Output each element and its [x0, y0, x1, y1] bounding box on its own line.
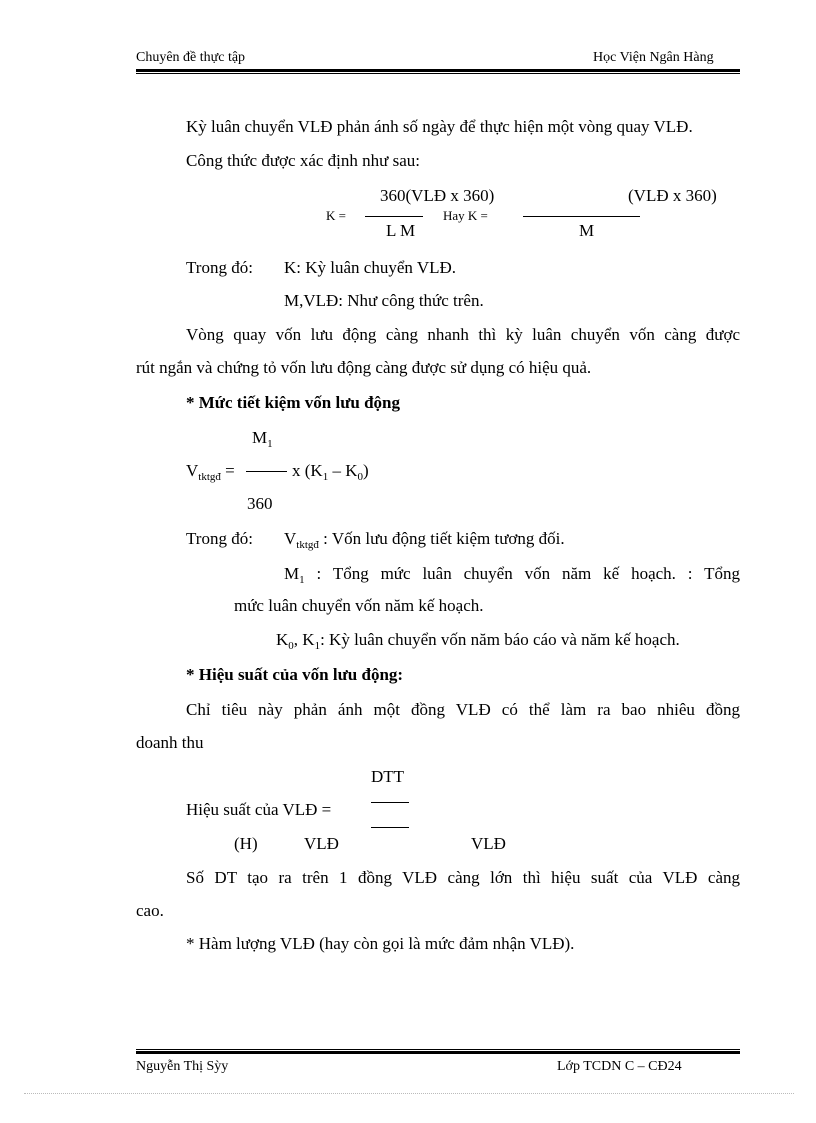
paragraph-4-line-1: Chỉ tiêu này phản ánh một đồng VLĐ có thể làm ra bao nhiêu đồng	[186, 700, 740, 719]
def5-sub1: 1	[314, 640, 321, 652]
footer-left: Nguyễn Thị Sỳy	[136, 1059, 229, 1074]
formula2-rhs-a: x (K	[292, 461, 323, 480]
formula2-m-sub: 1	[267, 438, 273, 450]
formula2-lhs	[186, 461, 235, 483]
formula1-denominator-1: L M	[386, 221, 416, 240]
footer-rule-thick	[136, 1051, 740, 1054]
def5-sub0: 0	[288, 640, 294, 652]
heading-hieu-suat: * Hiệu suất của vốn lưu động:	[186, 665, 404, 684]
definition-k0-k1	[276, 630, 680, 652]
formula2-m: M	[252, 428, 268, 447]
paragraph-3-line-1: Vòng quay vốn lưu động càng nhanh thì kỳ luân chuyển vốn càng được	[186, 325, 740, 344]
header-left: Chuyên đề thực tập	[136, 50, 246, 65]
formula2-rhs-sub1: 1	[322, 471, 329, 483]
def4-m: M	[284, 564, 300, 583]
def5-mid: , K	[293, 630, 315, 649]
formula1-hay: Hay K =	[443, 208, 488, 223]
formula1-denominator-2: M	[579, 221, 595, 240]
paragraph-6: * Hàm lượng VLĐ (hay còn gọi là mức đảm nhận VLĐ).	[186, 934, 575, 953]
formula1-numerator-1: 360(VLĐ x 360)	[380, 186, 495, 205]
definition-k: K: Kỳ luân chuyển VLĐ.	[284, 258, 457, 277]
header-rule-thick	[136, 69, 740, 72]
formula2-v-sub: tktgđ	[198, 471, 221, 483]
definition-m1	[284, 564, 740, 586]
formula2-rhs-c: )	[362, 461, 369, 480]
formula2-fraction-bar	[246, 471, 287, 472]
formula2-equals: =	[225, 461, 235, 480]
definition-vtktgd	[284, 529, 565, 551]
def4-sub: 1	[299, 574, 305, 586]
formula1-numerator-2: (VLĐ x 360)	[628, 186, 717, 205]
def5-text: : Kỳ luân chuyển vốn năm báo cáo và năm kế hoạch.	[320, 630, 680, 649]
formula3-fraction-bar-1	[371, 802, 409, 803]
footer-rule-thin	[136, 1049, 740, 1050]
paragraph-1: Kỳ luân chuyển VLĐ phản ánh số ngày để thực hiện một vòng quay VLĐ.	[186, 117, 693, 136]
formula3-fraction-bar-2	[371, 827, 409, 828]
trong-do-label-2: Trong đó:	[186, 529, 253, 548]
header-rule-thin	[136, 73, 740, 74]
def3-sub: tktgđ	[296, 539, 319, 551]
heading-muc-tiet-kiem: * Mức tiết kiệm vốn lưu động	[186, 393, 401, 412]
formula2-rhs-b: – K	[328, 461, 358, 480]
definition-m1-line-2: mức luân chuyển vốn năm kế hoạch.	[234, 596, 484, 615]
definition-m-vld: M,VLĐ: Như công thức trên.	[284, 291, 484, 310]
trong-do-label-1: Trong đó:	[186, 258, 253, 277]
formula3-h: (H)	[234, 834, 258, 853]
paragraph-4-line-2: doanh thu	[136, 733, 204, 752]
paragraph-5-line-2: cao.	[136, 901, 164, 920]
formula2-rhs-sub0: 0	[357, 471, 363, 483]
formula3-vld-1: VLĐ	[304, 834, 339, 853]
formula2-v: V	[186, 461, 199, 480]
def4-text: : Tổng mức luân chuyển vốn năm kế hoạch. : Tổng	[304, 564, 740, 583]
footer-right: Lớp TCDN C – CĐ24	[557, 1059, 682, 1074]
page-bottom-dotted-line	[24, 1093, 794, 1094]
def3-v: V	[284, 529, 297, 548]
def5-k0: K	[276, 630, 289, 649]
header-right: Học Viện Ngân Hàng	[593, 50, 714, 65]
formula3-vld-2: VLĐ	[471, 834, 506, 853]
formula2-rhs	[292, 461, 369, 483]
formula1-k-equals: K =	[326, 208, 346, 223]
paragraph-2: Công thức được xác định như sau:	[186, 151, 420, 170]
formula2-denominator: 360	[247, 494, 273, 513]
formula2-numerator	[252, 428, 273, 450]
formula3-numerator: DTT	[371, 767, 405, 786]
formula1-fraction-bar-1	[365, 216, 423, 217]
def3-text: : Vốn lưu động tiết kiệm tương đối.	[318, 529, 565, 548]
formula1-fraction-bar-2	[523, 216, 640, 217]
paragraph-3-line-2: rút ngắn và chứng tỏ vốn lưu động càng được sử dụng có hiệu quả.	[136, 358, 592, 377]
paragraph-5-line-1: Số DT tạo ra trên 1 đồng VLĐ càng lớn thì hiệu suất của VLĐ càng	[186, 868, 740, 887]
formula3-lhs: Hiệu suất của VLĐ =	[186, 800, 332, 819]
